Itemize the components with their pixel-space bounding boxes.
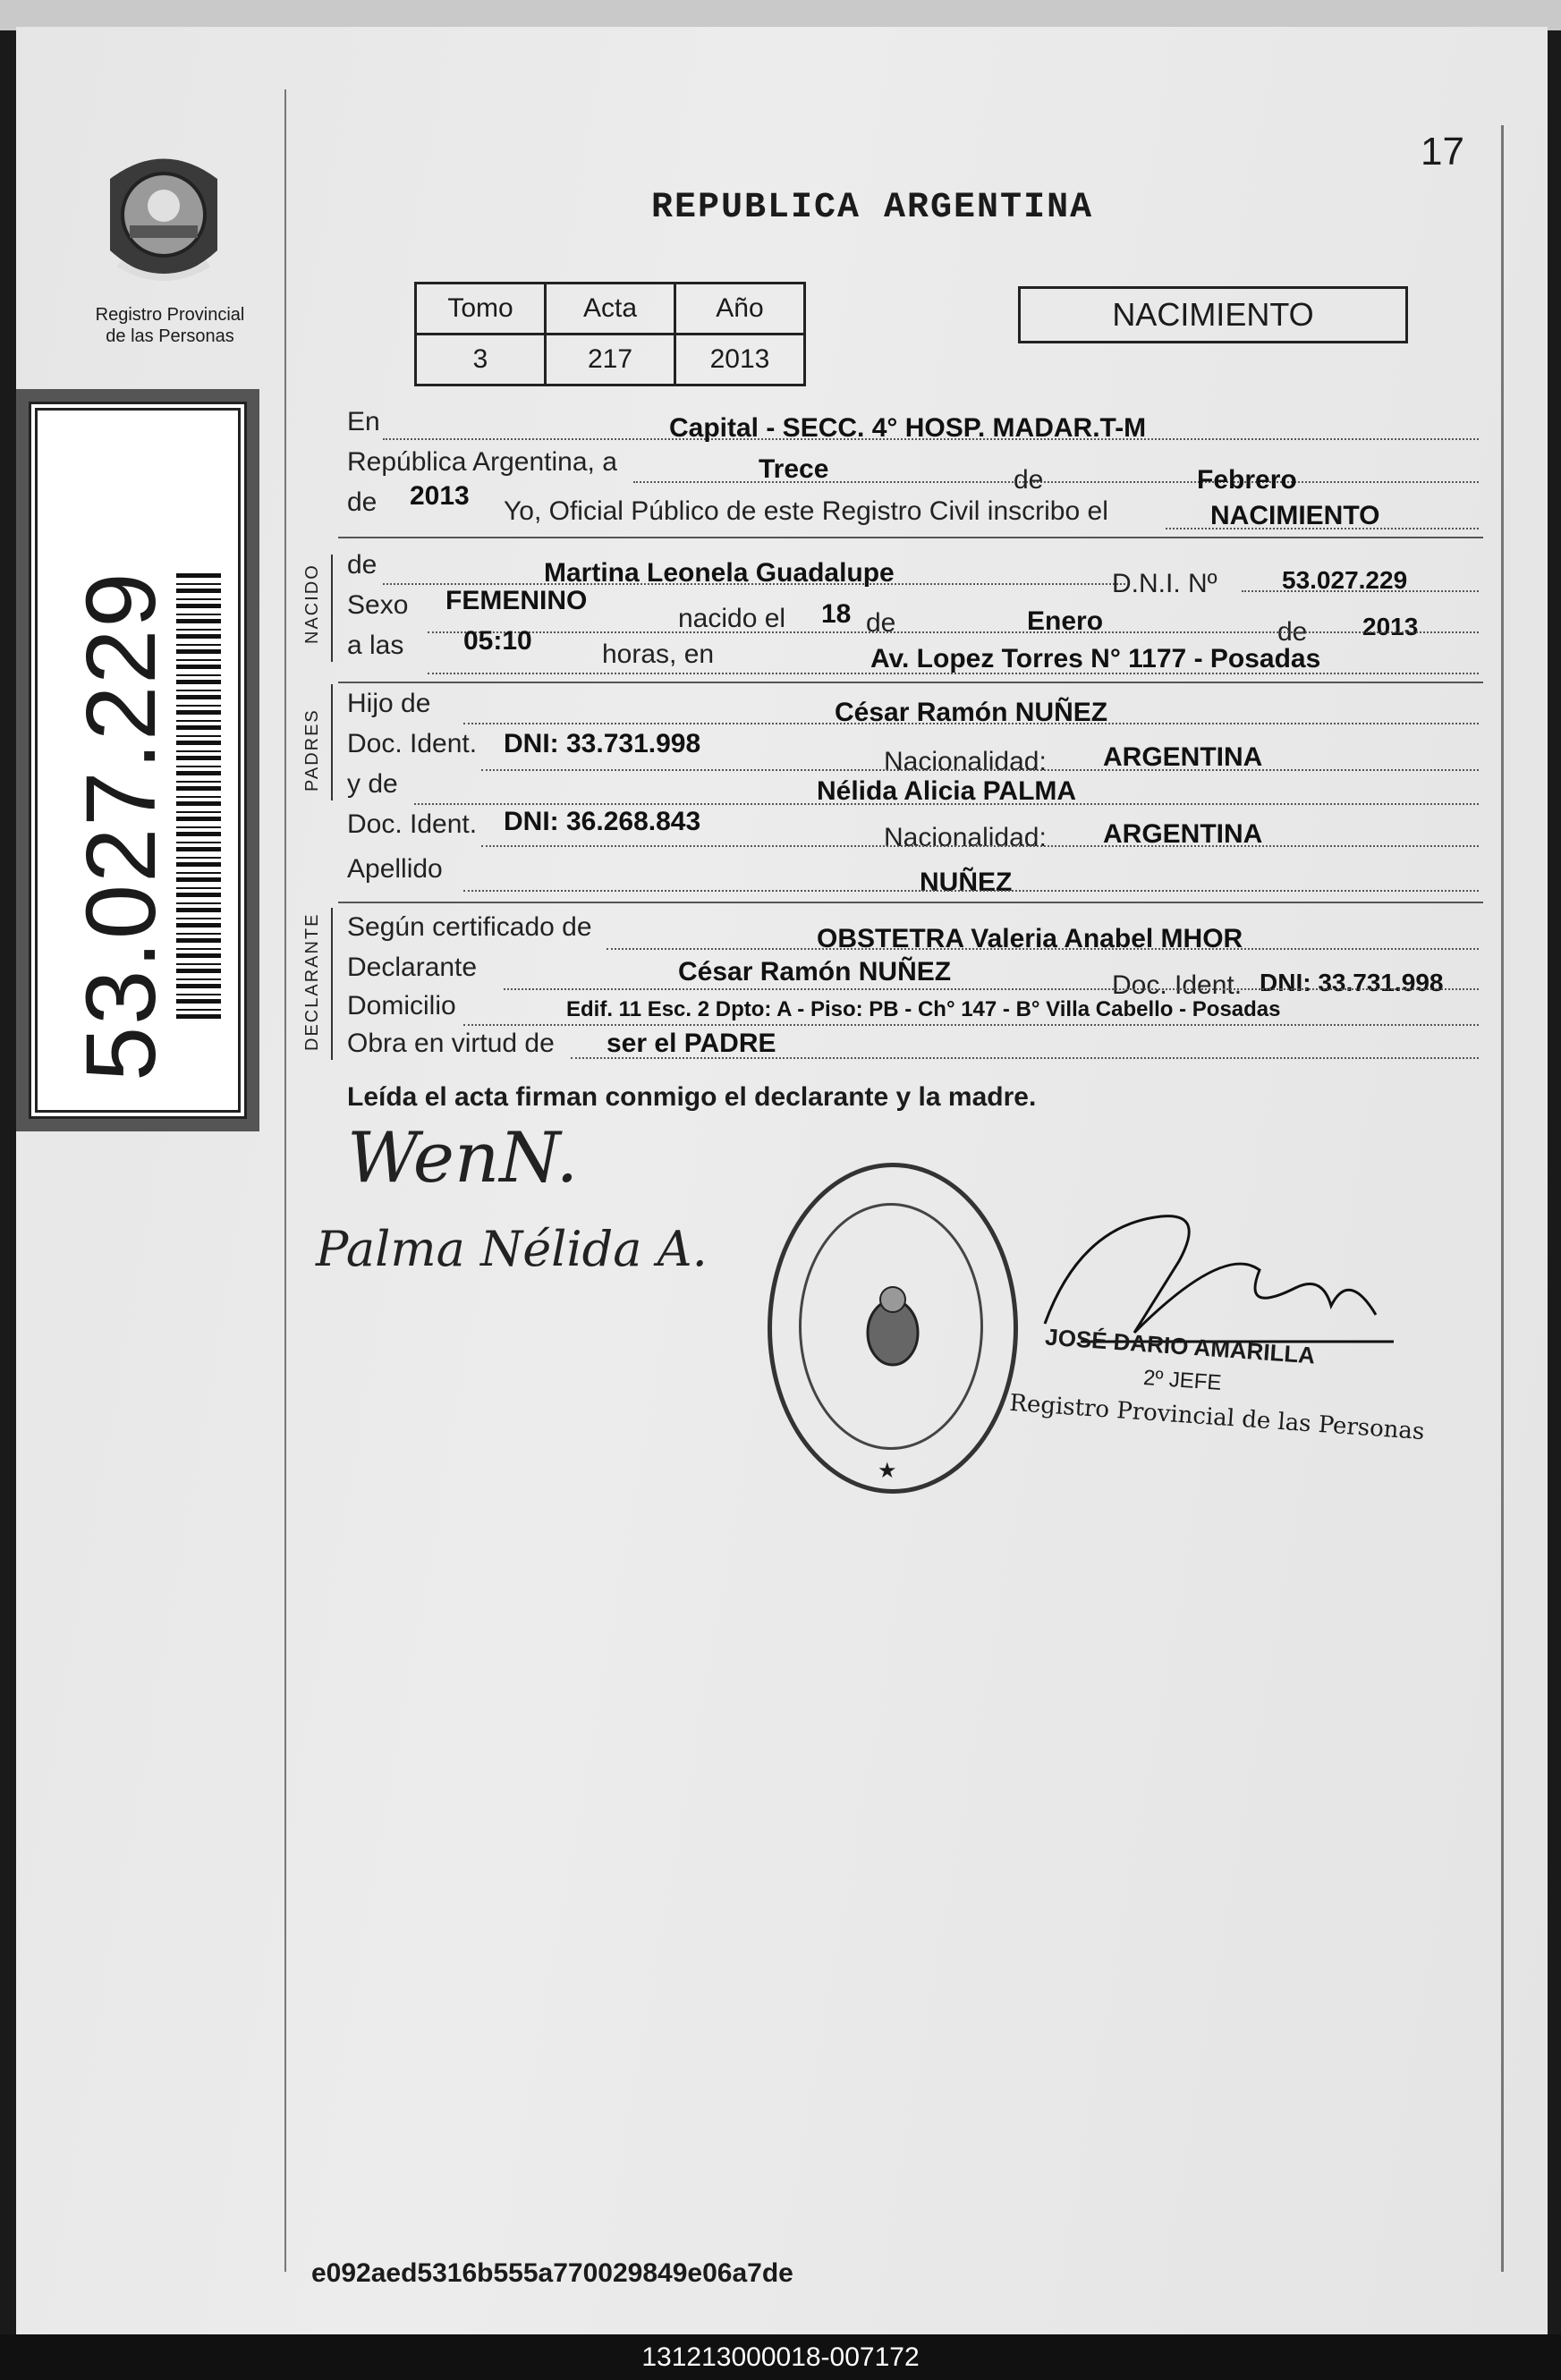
certificado-label: Según certificado de	[347, 912, 592, 942]
mother-signature: Palma Nélida A.	[316, 1221, 708, 1277]
registry-seal	[92, 143, 235, 295]
child-name: Martina Leonela Guadalupe	[544, 558, 895, 588]
declarant-relation: ser el PADRE	[607, 1029, 776, 1058]
birth-month: Enero	[1027, 606, 1104, 636]
registration-place: Capital - SECC. 4° HOSP. MADAR.T-M	[669, 413, 1147, 443]
surname: NUÑEZ	[920, 868, 1013, 897]
anio-value: 2013	[675, 335, 805, 385]
registry-caption-line2: de las Personas	[106, 326, 234, 346]
child-dni: 53.027.229	[1282, 566, 1408, 594]
left-margin-line	[284, 89, 286, 2272]
de-label: de	[1014, 465, 1044, 495]
de-label-year: de	[347, 487, 378, 517]
country-title: REPUBLICA ARGENTINA	[651, 188, 1094, 228]
en-label: En	[347, 407, 380, 436]
official-rank: 2º JEFE	[1142, 1365, 1223, 1396]
birth-certificate-page	[16, 27, 1548, 2334]
coat-of-arms-icon	[857, 1283, 929, 1373]
declarant-doc-label: Doc. Ident.	[1112, 970, 1243, 1000]
record-table	[414, 282, 806, 386]
certifier: OBSTETRA Valeria Anabel MHOR	[817, 924, 1243, 953]
misiones-seal-icon	[92, 143, 235, 295]
page-number: 17	[1421, 130, 1464, 174]
section-label-declarante: DECLARANTE	[302, 912, 322, 1051]
section-label-nacido: NACIDO	[302, 563, 322, 644]
section-label-padres: PADRES	[302, 708, 322, 792]
tomo-header: Tomo	[416, 284, 546, 335]
declarante-label: Declarante	[347, 953, 478, 982]
tomo-value: 3	[416, 335, 546, 385]
document-hash: e092aed5316b555a770029849e06a7de	[311, 2258, 793, 2288]
mother-name: Nélida Alicia PALMA	[817, 776, 1077, 806]
nacido-el-label: nacido el	[678, 604, 786, 633]
dni-label: D.N.I. Nº	[1112, 569, 1217, 598]
registry-caption	[81, 304, 259, 347]
y-de-label: y de	[347, 769, 398, 799]
de-label-birth-month: de	[866, 608, 896, 638]
acta-header: Acta	[546, 284, 675, 335]
right-margin-line	[1501, 125, 1504, 2272]
registration-day: Trece	[759, 454, 829, 484]
anio-header: Año	[675, 284, 805, 335]
father-name: César Ramón NUÑEZ	[835, 698, 1108, 727]
child-sex: FEMENINO	[445, 586, 588, 615]
domicilio-label: Domicilio	[347, 991, 456, 1021]
birth-time: 05:10	[463, 626, 532, 656]
father-nationality: ARGENTINA	[1103, 742, 1263, 772]
father-signature: WenN.	[347, 1118, 579, 1198]
father-doc-label: Doc. Ident.	[347, 729, 478, 758]
birth-place: Av. Lopez Torres N° 1177 - Posadas	[870, 644, 1321, 673]
official-office: Registro Provincial de las Personas	[1008, 1389, 1426, 1446]
horas-en-label: horas, en	[602, 639, 715, 669]
footer-bar	[0, 2334, 1561, 2380]
de-label-name: de	[347, 550, 378, 580]
dni-strip	[16, 389, 259, 1131]
declarant-doc: DNI: 33.731.998	[1260, 969, 1444, 996]
registration-month: Febrero	[1197, 465, 1297, 495]
birth-day: 18	[821, 599, 852, 629]
closing-statement: Leída el acta firman conmigo el declarante y la madre.	[347, 1082, 1037, 1112]
apellido-label: Apellido	[347, 854, 443, 884]
registry-stamp	[768, 1163, 1018, 1494]
father-doc: DNI: 33.731.998	[504, 729, 701, 758]
inscribo-text: Yo, Oficial Público de este Registro Civil inscribo el	[504, 496, 1108, 526]
de-label-birth-year: de	[1277, 617, 1308, 647]
republica-label: República Argentina, a	[347, 447, 617, 477]
father-nat-label: Nacionalidad:	[884, 747, 1047, 776]
obra-label: Obra en virtud de	[347, 1029, 555, 1058]
mother-doc-label: Doc. Ident.	[347, 809, 478, 839]
certificate-type-box: NACIMIENTO	[1018, 286, 1408, 343]
mother-doc: DNI: 36.268.843	[504, 807, 701, 836]
a-las-label: a las	[347, 631, 404, 660]
mother-nat-label: Nacionalidad:	[884, 823, 1047, 852]
star-icon: ★	[878, 1459, 897, 1483]
dni-strip-number: 53.027.229	[66, 571, 176, 1081]
declarant-name: César Ramón NUÑEZ	[678, 957, 952, 987]
barcode	[176, 572, 221, 1019]
birth-year: 2013	[1362, 613, 1419, 640]
mother-nationality: ARGENTINA	[1103, 819, 1263, 849]
acta-value: 217	[546, 335, 675, 385]
scan-top-edge	[0, 0, 1561, 30]
footer-code: 131213000018-007172	[641, 2342, 920, 2372]
inscribo-value: NACIMIENTO	[1210, 501, 1380, 530]
registry-caption-line1: Registro Provincial	[95, 305, 245, 325]
hijo-de-label: Hijo de	[347, 689, 431, 718]
official-name: JOSÉ DARIO AMARILLA	[1044, 1323, 1317, 1369]
sexo-label: Sexo	[347, 590, 409, 620]
registration-year: 2013	[410, 481, 470, 511]
address: Edif. 11 Esc. 2 Dpto: A - Piso: PB - Ch° 147 - B° Villa Cabello - Posadas	[566, 997, 1281, 1021]
